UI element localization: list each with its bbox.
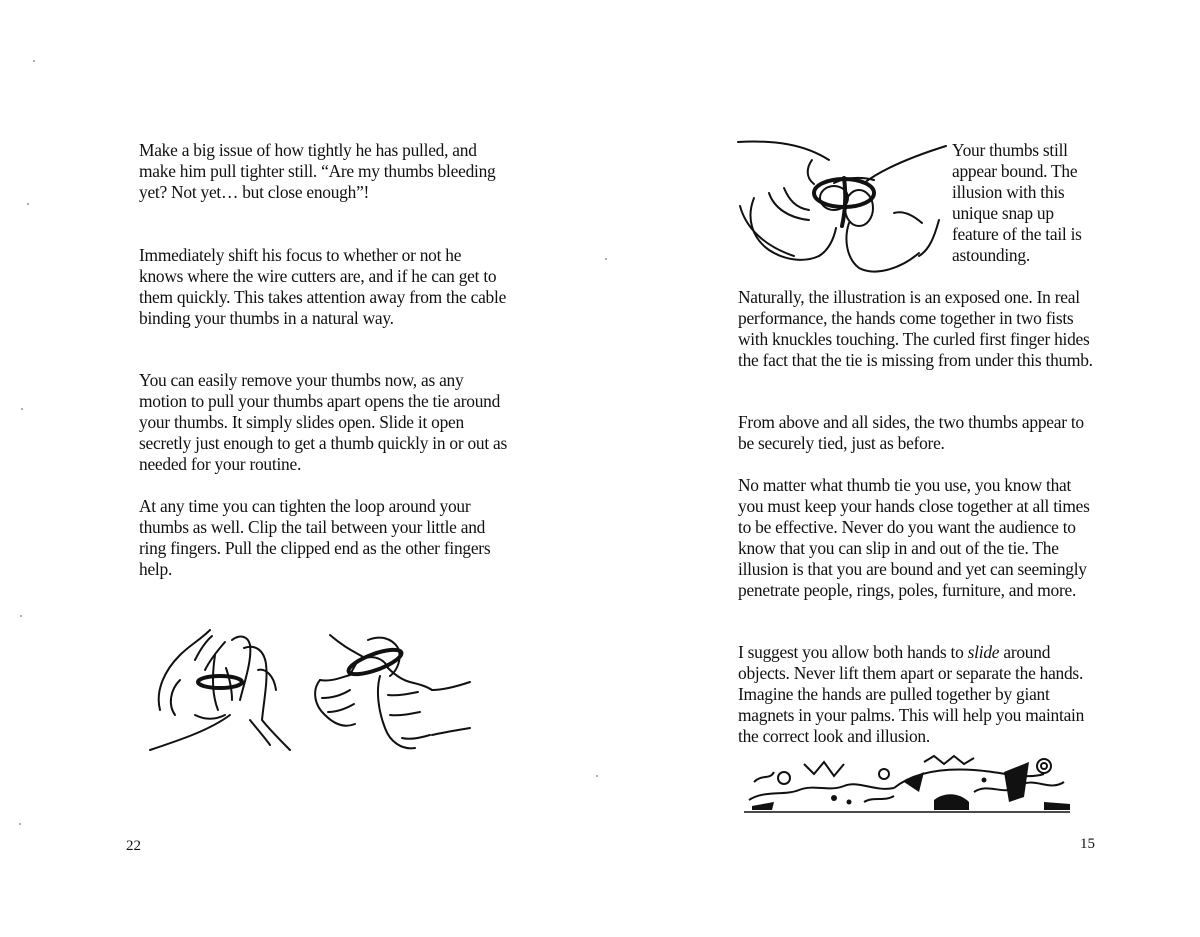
right-paragraph-1: Naturally, the illustration is an exposed one. In real performance, the hands come together in two fists with knuckles touching. The curled first finger hides the fact that the tie is missing from under this thumb.: [738, 287, 1093, 370]
slide-emphasis: slide: [967, 642, 1000, 662]
left-paragraph-4: At any time you can tighten the loop around your thumbs as well. Clip the tail between your little and ring fingers. Pull the clipped end as the other fingers help.: [139, 496, 491, 579]
left-paragraph-3: You can easily remove your thumbs now, as any motion to pull your thumbs apart opens the tie around your thumbs. It simply slides open. Slide it open secretly just enough to get a thumb quickly in or out as needed for your routine.: [139, 370, 508, 474]
scan-speck: [21, 408, 23, 410]
right-page-number: 15: [1080, 836, 1095, 852]
left-page-number: 22: [126, 838, 141, 854]
scan-speck: [596, 775, 598, 777]
left-paragraph-1: Make a big issue of how tightly he has pulled, and make him pull tighter still. “Are my thumbs bleeding yet? Not yet… but close enough”!: [139, 140, 496, 202]
decorative-ornament: [744, 752, 1072, 814]
scan-speck: [27, 203, 29, 205]
illustration-caption: Your thumbs still appear bound. The illusion with this unique snap up feature of the tail is astounding.: [952, 140, 1082, 265]
right-paragraph-3: No matter what thumb tie you use, you know that you must keep your hands close together at all times to be effective. Never do you want the audience to know that you can slip in and out of the tie. The illusion is that you are bound and yet can seemingly penetrate people, rings, poles, furniture, and more.: [738, 475, 1090, 600]
thumb-tie-hands-illustration: [140, 620, 480, 770]
bound-thumbs-illustration: [734, 138, 950, 276]
scan-speck: [20, 615, 22, 617]
right-paragraph-2: From above and all sides, the two thumbs appear to be securely tied, just as before.: [738, 412, 1084, 453]
scan-speck: [19, 823, 21, 825]
paragraph-4-text-before: I suggest you allow both hands to: [738, 642, 968, 662]
scan-speck: [33, 60, 35, 62]
paragraph-4-text-after: around objects. Never lift them apart or separate the hands. Imagine the hands are pulled together by giant magnets in your palms. This will help you maintain the correct look and illusion.: [738, 642, 1085, 746]
right-page: [600, 0, 1200, 937]
left-paragraph-2: Immediately shift his focus to whether or not he knows where the wire cutters are, and if he can get to them quickly. This takes attention away from the cable binding your thumbs in a natural way.: [139, 245, 507, 328]
right-paragraph-4: [738, 642, 1100, 747]
scan-speck: [605, 258, 607, 260]
